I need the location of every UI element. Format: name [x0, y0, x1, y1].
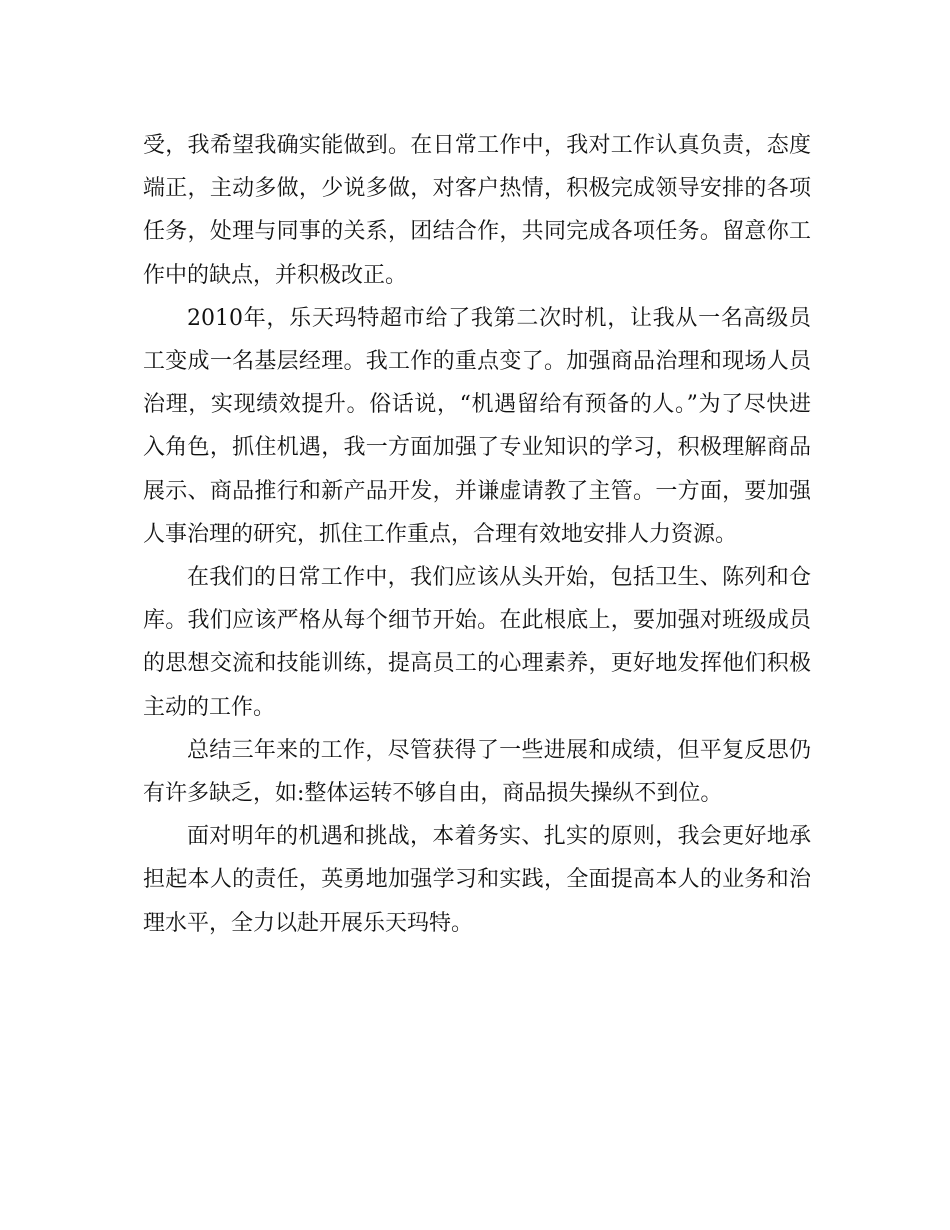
paragraph-3: 在我们的日常工作中，我们应该从头开始，包括卫生、陈列和仓库。我们应该严格从每个细节开始。在此根底上，要加强对班级成员的思想交流和技能训练，提高员工的心理素养，更好地发挥他们积极主动的工作。 [143, 565, 811, 720]
document-body [143, 124, 811, 945]
paragraph-5: 面对明年的机遇和挑战，本着务实、扎实的原则，我会更好地承担起本人的责任，英勇地加强学习和实践，全面提高本人的业务和治理水平，全力以赴开展乐天玛特。 [143, 824, 811, 936]
paragraph-1: 受，我希望我确实能做到。在日常工作中，我对工作认真负责，态度端正，主动多做，少说多做，对客户热情，积极完成领导安排的各项任务，处理与同事的关系，团结合作，共同完成各项任务。留意你工作中的缺点，并积极改正。 [143, 133, 811, 288]
paragraph-4: 总结三年来的工作，尽管获得了一些进展和成绩，但平复反思仍有许多缺乏，如:整体运转不够自由，商品损失操纵不到位。 [143, 737, 811, 807]
paragraph-2: 2010年，乐天玛特超市给了我第二次时机，让我从一名高级员工变成一名基层经理。我工作的重点变了。加强商品治理和现场人员治理，实现绩效提升。俗话说，“机遇留给有预备的人。”为了尽快进入角色，抓住机遇，我一方面加强了专业知识的学习，积极理解商品展示、商品推行和新产品开发，并谦虚请教了主管。一方面，要加强人事治理的研究，抓住工作重点，合理有效地安排人力资源。 [143, 305, 811, 547]
